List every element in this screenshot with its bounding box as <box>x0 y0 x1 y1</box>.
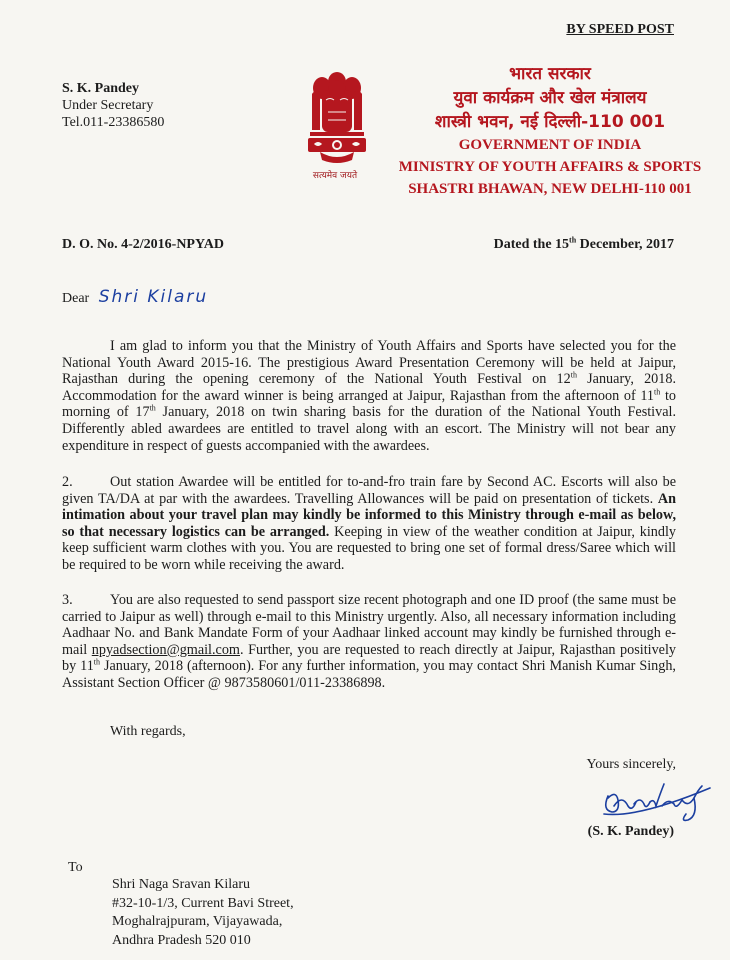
handwritten-addressee: Shri Kilaru <box>98 287 209 307</box>
sender-block <box>62 80 164 131</box>
letterhead-english-line-1: GOVERNMENT OF INDIA <box>458 137 642 153</box>
closing-yours-sincerely: Yours sincerely, <box>586 757 676 772</box>
letterhead-english-line-2: MINISTRY OF YOUTH AFFAIRS & SPORTS <box>398 159 702 175</box>
sender-telephone: Tel.011-23386580 <box>62 115 165 130</box>
closing-regards: With regards, <box>110 724 186 739</box>
para1-sup-3: th <box>149 403 156 413</box>
ministry-letterhead <box>385 62 715 200</box>
letterhead-english-line-3: SHASTRI BHAWAN, NEW DELHI-110 001 <box>408 181 692 197</box>
para3-text-1: You are also requested to send passport size recent photograph and one ID proof (the same must be carried to Jaipur as well) through e-mail to this Ministry urgently. Also, all necessary information including Aadhaar No. and Bank Mandate Form of your Aadhaar linked account may kindly be furnished through e-mail <box>62 592 676 658</box>
para3-text-2: . Further, you are requested to reach directly at Jaipur, Rajasthan positively by 11 <box>62 641 677 675</box>
recipient-address <box>112 876 294 950</box>
handwritten-signature <box>598 776 722 826</box>
para2-text-2: Keeping in view of the weather condition at Jaipur, kindly keep sufficient warm clothes with you. You are requested to bring one set of formal dress/Saree which will be required to be worn while receiving the award. <box>62 523 676 573</box>
letterhead-hindi-line-1: भारत सरकार <box>509 64 591 84</box>
paragraph-2 <box>62 474 676 574</box>
letter-date <box>494 237 674 253</box>
para3-text-3: January, 2018 (afternoon). For any further information, you may contact Shri Manish Kumar Singh, Assistant Section Officer @ 9873580601/011-23386898. <box>62 658 676 691</box>
para1-sup-1: th <box>570 370 577 380</box>
salutation-dear: Dear <box>62 291 90 306</box>
sender-name: S. K. Pandey <box>62 81 140 96</box>
para1-text-4: January, 2018 on twin sharing basis for the duration of the National Youth Festival. Differently abled awardees are entitled to travel along with an escort. The Ministry will not bear any expenditure in respect of guests accompanied with the awardees. <box>62 404 676 454</box>
sender-designation: Under Secretary <box>62 98 154 113</box>
para2-bold-text: An intimation about your travel plan may kindly be informed to this Ministry through e-mail as below, so that necessary logistics can be arranged. <box>62 490 676 540</box>
signatory-name: (S. K. Pandey) <box>587 824 674 839</box>
para3-sup-1: th <box>93 657 101 667</box>
contact-email-link[interactable]: npyadsection@gmail.com <box>91 641 240 658</box>
para3-number: 3. <box>62 592 73 608</box>
address-line: Moghalrajpuram, Vijayawada, <box>112 914 283 929</box>
speed-post-label: BY SPEED POST <box>566 22 674 37</box>
para2-number: 2. <box>62 474 73 490</box>
para1-text-3: to morning of 17 <box>62 387 676 421</box>
emblem-motto: सत्यमेव जयते <box>312 171 358 181</box>
paragraph-3 <box>62 592 676 692</box>
letterhead-hindi-line-3: शास्त्री भवन, नई दिल्ली-110 001 <box>434 112 666 132</box>
date-ordinal: th <box>569 235 577 245</box>
para2-text-1: Out station Awardee will be entitled for to-and-fro train fare by Second AC. Escorts will also be given TA/DA at par with the awardees. Travelling Allowances will be paid on presentation of tickets. <box>62 474 676 507</box>
recipient-to-label: To <box>68 860 83 875</box>
para1-text-2: January, 2018. Accommodation for the award winner is being arranged at Jaipur, Rajasthan from the afternoon of 11 <box>62 371 676 404</box>
para1-text-1: I am glad to inform you that the Ministry of Youth Affairs and Sports have selected you for the National Youth Award 2015-16. The prestigious Award Presentation Ceremony will be held at Jaipur, Rajasthan during the opening ceremony of the National Youth Festival on 12 <box>62 338 676 388</box>
address-line: #32-10-1/3, Current Bavi Street, <box>112 895 294 911</box>
paragraph-1 <box>62 338 676 454</box>
date-prefix: Dated the 15 <box>493 237 570 252</box>
letterhead-hindi-line-2: युवा कार्यक्रम और खेल मंत्रालय <box>453 88 647 108</box>
date-suffix: December, 2017 <box>576 237 674 252</box>
para1-sup-2: th <box>654 387 661 397</box>
salutation <box>62 287 208 307</box>
do-number: D. O. No. 4-2/2016-NPYAD <box>62 237 225 252</box>
address-line: Andhra Pradesh 520 010 <box>112 932 251 948</box>
address-line: Shri Naga Sravan Kilaru <box>112 877 251 892</box>
